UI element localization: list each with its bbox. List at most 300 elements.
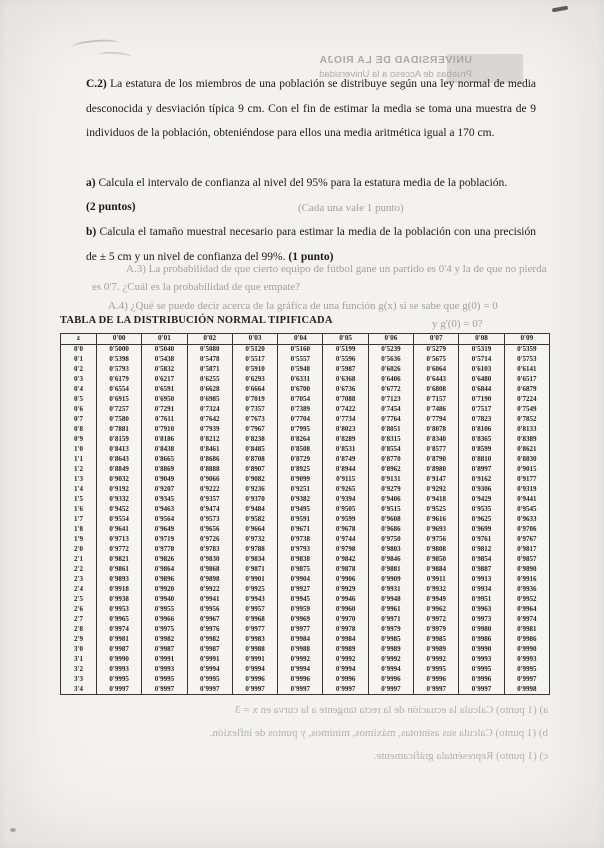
scan-mark xyxy=(552,6,568,13)
probability-cell: 0'9251 xyxy=(278,485,323,495)
probability-cell: 0'9761 xyxy=(459,535,504,545)
table-row xyxy=(61,455,550,465)
probability-cell: 0'9998 xyxy=(504,685,549,695)
probability-cell: 0'9357 xyxy=(187,495,232,505)
probability-cell: 0'9207 xyxy=(142,485,187,495)
part-a-text: Calcula el intervalo de confianza al nivel del 95% para la estatura media de la población. xyxy=(98,177,508,189)
probability-cell: 0'8997 xyxy=(459,465,504,475)
probability-cell: 0'9982 xyxy=(187,635,232,645)
decimal-column-header: 0'04 xyxy=(278,334,323,345)
probability-cell: 0'9997 xyxy=(187,685,232,695)
z-value-cell: 0'0 xyxy=(61,345,97,355)
probability-cell: 0'9495 xyxy=(278,505,323,515)
probability-cell: 0'9961 xyxy=(368,605,413,615)
probability-cell: 0'9767 xyxy=(504,535,549,545)
probability-cell: 0'8869 xyxy=(142,465,187,475)
probability-cell: 0'9996 xyxy=(368,675,413,685)
probability-cell: 0'9505 xyxy=(323,505,368,515)
probability-cell: 0'9719 xyxy=(142,535,187,545)
probability-cell: 0'7517 xyxy=(459,405,504,415)
probability-cell: 0'7995 xyxy=(278,425,323,435)
probability-cell: 0'7088 xyxy=(323,395,368,405)
probability-cell: 0'8413 xyxy=(97,445,142,455)
probability-cell: 0'7580 xyxy=(97,415,142,425)
probability-cell: 0'6293 xyxy=(232,375,277,385)
probability-cell: 0'9986 xyxy=(504,635,549,645)
probability-cell: 0'9871 xyxy=(232,565,277,575)
probability-cell: 0'9082 xyxy=(232,475,277,485)
probability-cell: 0'7224 xyxy=(504,395,549,405)
z-column-header: z xyxy=(61,334,97,345)
probability-cell: 0'9554 xyxy=(97,515,142,525)
probability-cell: 0'9994 xyxy=(323,665,368,675)
probability-cell: 0'5080 xyxy=(187,345,232,355)
probability-cell: 0'9236 xyxy=(232,485,277,495)
probability-cell: 0'9279 xyxy=(368,485,413,495)
probability-cell: 0'7157 xyxy=(414,395,459,405)
probability-cell: 0'9940 xyxy=(142,595,187,605)
probability-cell: 0'5910 xyxy=(232,365,277,375)
probability-cell: 0'9868 xyxy=(187,565,232,575)
probability-cell: 0'9896 xyxy=(142,575,187,585)
probability-cell: 0'9515 xyxy=(368,505,413,515)
probability-cell: 0'9990 xyxy=(504,645,549,655)
z-value-cell: 1'0 xyxy=(61,445,97,455)
probability-cell: 0'5793 xyxy=(97,365,142,375)
part-a-points: (2 puntos) xyxy=(86,201,136,213)
probability-cell: 0'5199 xyxy=(323,345,368,355)
probability-cell: 0'8389 xyxy=(504,435,549,445)
probability-cell: 0'7939 xyxy=(187,425,232,435)
probability-cell: 0'7190 xyxy=(459,395,504,405)
z-value-cell: 3'3 xyxy=(61,675,97,685)
probability-cell: 0'9993 xyxy=(142,665,187,675)
probability-cell: 0'9850 xyxy=(414,555,459,565)
probability-cell: 0'9997 xyxy=(232,685,277,695)
probability-cell: 0'7910 xyxy=(142,425,187,435)
table-row xyxy=(61,565,550,575)
probability-cell: 0'5319 xyxy=(459,345,504,355)
probability-cell: 0'9265 xyxy=(323,485,368,495)
probability-cell: 0'8944 xyxy=(323,465,368,475)
probability-cell: 0'6026 xyxy=(368,365,413,375)
probability-cell: 0'9993 xyxy=(459,655,504,665)
probability-cell: 0'9934 xyxy=(459,585,504,595)
table-row xyxy=(61,655,550,665)
probability-cell: 0'7389 xyxy=(278,405,323,415)
probability-cell: 0'8686 xyxy=(187,455,232,465)
probability-cell: 0'6554 xyxy=(97,385,142,395)
probability-cell: 0'9750 xyxy=(368,535,413,545)
probability-cell: 0'9985 xyxy=(368,635,413,645)
probability-cell: 0'9925 xyxy=(232,585,277,595)
probability-cell: 0'9988 xyxy=(232,645,277,655)
probability-cell: 0'8264 xyxy=(278,435,323,445)
probability-cell: 0'9991 xyxy=(142,655,187,665)
probability-cell: 0'8078 xyxy=(414,425,459,435)
table-row xyxy=(61,515,550,525)
normal-distribution-table xyxy=(60,333,550,695)
probability-cell: 0'9974 xyxy=(97,625,142,635)
probability-cell: 0'9978 xyxy=(323,625,368,635)
probability-cell: 0'7704 xyxy=(278,415,323,425)
bleedthrough-line: es 0'7. ¿Cuál es la probabilidad de que empate? xyxy=(92,281,301,293)
probability-cell: 0'9656 xyxy=(187,525,232,535)
probability-cell: 0'9976 xyxy=(187,625,232,635)
probability-cell: 0'6844 xyxy=(459,385,504,395)
probability-cell: 0'9966 xyxy=(142,615,187,625)
probability-cell: 0'8577 xyxy=(414,445,459,455)
z-value-cell: 3'1 xyxy=(61,655,97,665)
probability-cell: 0'9953 xyxy=(97,605,142,615)
probability-cell: 0'8749 xyxy=(323,455,368,465)
probability-cell: 0'9995 xyxy=(142,675,187,685)
probability-cell: 0'9625 xyxy=(459,515,504,525)
probability-cell: 0'7454 xyxy=(368,405,413,415)
probability-cell: 0'8830 xyxy=(504,455,549,465)
probability-cell: 0'9972 xyxy=(414,615,459,625)
probability-cell: 0'9345 xyxy=(142,495,187,505)
probability-cell: 0'8438 xyxy=(142,445,187,455)
problem-paragraph xyxy=(86,72,536,146)
table-row xyxy=(61,465,550,475)
probability-cell: 0'6103 xyxy=(459,365,504,375)
probability-cell: 0'9861 xyxy=(97,565,142,575)
z-value-cell: 2'6 xyxy=(61,605,97,615)
bleedthrough-line-mirrored: a) (1 punto) Calcula la ecuación de la recta tangente a la curva en x = 3 xyxy=(235,704,548,716)
probability-cell: 0'5040 xyxy=(142,345,187,355)
probability-cell: 0'7257 xyxy=(97,405,142,415)
probability-cell: 0'6915 xyxy=(97,395,142,405)
probability-cell: 0'9984 xyxy=(323,635,368,645)
probability-cell: 0'9985 xyxy=(414,635,459,645)
table-row xyxy=(61,495,550,505)
table-row xyxy=(61,555,550,565)
probability-cell: 0'6217 xyxy=(142,375,187,385)
probability-cell: 0'5714 xyxy=(459,355,504,365)
probability-cell: 0'9049 xyxy=(142,475,187,485)
table-row xyxy=(61,395,550,405)
probability-cell: 0'8907 xyxy=(232,465,277,475)
probability-cell: 0'9525 xyxy=(414,505,459,515)
table-row xyxy=(61,485,550,495)
probability-cell: 0'9997 xyxy=(278,685,323,695)
probability-cell: 0'9878 xyxy=(323,565,368,575)
probability-cell: 0'9826 xyxy=(142,555,187,565)
probability-cell: 0'9484 xyxy=(232,505,277,515)
z-value-cell: 0'9 xyxy=(61,435,97,445)
probability-cell: 0'9834 xyxy=(232,555,277,565)
decimal-column-header: 0'02 xyxy=(187,334,232,345)
probability-cell: 0'9744 xyxy=(323,535,368,545)
probability-cell: 0'9798 xyxy=(323,545,368,555)
probability-cell: 0'8508 xyxy=(278,445,323,455)
probability-cell: 0'9981 xyxy=(97,635,142,645)
probability-cell: 0'5279 xyxy=(414,345,459,355)
probability-cell: 0'7734 xyxy=(323,415,368,425)
probability-cell: 0'9973 xyxy=(459,615,504,625)
probability-cell: 0'9995 xyxy=(459,665,504,675)
probability-cell: 0'9948 xyxy=(368,595,413,605)
probability-cell: 0'9997 xyxy=(368,685,413,695)
probability-cell: 0'9177 xyxy=(504,475,549,485)
probability-cell: 0'9938 xyxy=(97,595,142,605)
probability-cell: 0'7642 xyxy=(187,415,232,425)
probability-cell: 0'9608 xyxy=(368,515,413,525)
probability-cell: 0'9959 xyxy=(278,605,323,615)
probability-cell: 0'9545 xyxy=(504,505,549,515)
probability-cell: 0'9967 xyxy=(187,615,232,625)
probability-cell: 0'9904 xyxy=(278,575,323,585)
table-row xyxy=(61,685,550,695)
probability-cell: 0'5557 xyxy=(278,355,323,365)
probability-cell: 0'8485 xyxy=(232,445,277,455)
part-a-label: a) xyxy=(86,177,96,189)
z-value-cell: 2'1 xyxy=(61,555,97,565)
table-row xyxy=(61,575,550,585)
probability-cell: 0'9913 xyxy=(459,575,504,585)
probability-cell: 0'9808 xyxy=(414,545,459,555)
probability-cell: 0'6950 xyxy=(142,395,187,405)
probability-cell: 0'9893 xyxy=(97,575,142,585)
probability-cell: 0'9984 xyxy=(278,635,323,645)
probability-cell: 0'9989 xyxy=(368,645,413,655)
probability-cell: 0'8665 xyxy=(142,455,187,465)
probability-cell: 0'8729 xyxy=(278,455,323,465)
probability-cell: 0'8133 xyxy=(504,425,549,435)
probability-cell: 0'9989 xyxy=(323,645,368,655)
probability-cell: 0'9990 xyxy=(459,645,504,655)
probability-cell: 0'5359 xyxy=(504,345,549,355)
decimal-column-header: 0'06 xyxy=(368,334,413,345)
probability-cell: 0'9778 xyxy=(142,545,187,555)
probability-cell: 0'9394 xyxy=(323,495,368,505)
probability-cell: 0'9738 xyxy=(278,535,323,545)
z-value-cell: 2'2 xyxy=(61,565,97,575)
probability-cell: 0'9962 xyxy=(414,605,459,615)
z-value-cell: 1'5 xyxy=(61,495,97,505)
z-value-cell: 3'4 xyxy=(61,685,97,695)
probability-cell: 0'9726 xyxy=(187,535,232,545)
probability-cell: 0'9922 xyxy=(187,585,232,595)
probability-cell: 0'8770 xyxy=(368,455,413,465)
table-row xyxy=(61,415,550,425)
probability-cell: 0'9066 xyxy=(187,475,232,485)
probability-cell: 0'9980 xyxy=(459,625,504,635)
probability-cell: 0'8849 xyxy=(97,465,142,475)
probability-cell: 0'8289 xyxy=(323,435,368,445)
probability-cell: 0'9890 xyxy=(504,565,549,575)
table-row xyxy=(61,475,550,485)
probability-cell: 0'9986 xyxy=(459,635,504,645)
z-value-cell: 0'2 xyxy=(61,365,97,375)
probability-cell: 0'9995 xyxy=(97,675,142,685)
probability-cell: 0'5160 xyxy=(278,345,323,355)
probability-cell: 0'9960 xyxy=(323,605,368,615)
probability-cell: 0'9979 xyxy=(368,625,413,635)
probability-cell: 0'5753 xyxy=(504,355,549,365)
probability-cell: 0'6517 xyxy=(504,375,549,385)
scan-squiggle xyxy=(98,51,132,61)
probability-cell: 0'9992 xyxy=(323,655,368,665)
probability-cell: 0'9887 xyxy=(459,565,504,575)
probability-cell: 0'9591 xyxy=(278,515,323,525)
probability-cell: 0'9990 xyxy=(97,655,142,665)
probability-cell: 0'9846 xyxy=(368,555,413,565)
probability-cell: 0'6480 xyxy=(459,375,504,385)
table-row xyxy=(61,665,550,675)
bleedthrough-line: (Cada una vale 1 punto) xyxy=(298,202,404,214)
table-row xyxy=(61,355,550,365)
probability-cell: 0'5987 xyxy=(323,365,368,375)
table-row xyxy=(61,585,550,595)
probability-cell: 0'6772 xyxy=(368,385,413,395)
probability-cell: 0'9854 xyxy=(459,555,504,565)
probability-cell: 0'9965 xyxy=(97,615,142,625)
probability-cell: 0'5000 xyxy=(97,345,142,355)
probability-cell: 0'9699 xyxy=(459,525,504,535)
probability-cell: 0'9671 xyxy=(278,525,323,535)
probability-cell: 0'9678 xyxy=(323,525,368,535)
z-value-cell: 0'8 xyxy=(61,425,97,435)
probability-cell: 0'9949 xyxy=(414,595,459,605)
table-row xyxy=(61,375,550,385)
probability-cell: 0'8888 xyxy=(187,465,232,475)
probability-cell: 0'6064 xyxy=(414,365,459,375)
probability-cell: 0'9955 xyxy=(142,605,187,615)
probability-cell: 0'9964 xyxy=(504,605,549,615)
probability-cell: 0'7549 xyxy=(504,405,549,415)
probability-cell: 0'5871 xyxy=(187,365,232,375)
probability-cell: 0'7123 xyxy=(368,395,413,405)
probability-cell: 0'9997 xyxy=(97,685,142,695)
probability-cell: 0'9995 xyxy=(504,665,549,675)
probability-cell: 0'9995 xyxy=(187,675,232,685)
z-value-cell: 1'3 xyxy=(61,475,97,485)
probability-cell: 0'9995 xyxy=(414,665,459,675)
probability-cell: 0'9987 xyxy=(142,645,187,655)
probability-cell: 0'8315 xyxy=(368,435,413,445)
table-row xyxy=(61,625,550,635)
probability-cell: 0'7852 xyxy=(504,415,549,425)
probability-cell: 0'7357 xyxy=(232,405,277,415)
probability-cell: 0'9996 xyxy=(414,675,459,685)
probability-cell: 0'6808 xyxy=(414,385,459,395)
probability-cell: 0'9573 xyxy=(187,515,232,525)
probability-cell: 0'9783 xyxy=(187,545,232,555)
probability-cell: 0'9898 xyxy=(187,575,232,585)
probability-cell: 0'9979 xyxy=(414,625,459,635)
decimal-column-header: 0'08 xyxy=(459,334,504,345)
probability-cell: 0'9756 xyxy=(414,535,459,545)
probability-cell: 0'9994 xyxy=(187,665,232,675)
table-row xyxy=(61,535,550,545)
probability-cell: 0'7794 xyxy=(414,415,459,425)
table-header-row xyxy=(61,334,550,345)
probability-cell: 0'8980 xyxy=(414,465,459,475)
z-value-cell: 0'1 xyxy=(61,355,97,365)
problem-label: C.2) xyxy=(86,78,107,90)
probability-cell: 0'9977 xyxy=(232,625,277,635)
probability-cell: 0'7054 xyxy=(278,395,323,405)
table-row xyxy=(61,545,550,555)
probability-cell: 0'9981 xyxy=(504,625,549,635)
table-row xyxy=(61,675,550,685)
probability-cell: 0'9732 xyxy=(232,535,277,545)
probability-cell: 0'9969 xyxy=(278,615,323,625)
z-value-cell: 2'0 xyxy=(61,545,97,555)
probability-cell: 0'8159 xyxy=(97,435,142,445)
bleedthrough-line: A.3) La probabilidad de que cierto equipo de fútbol gane un partido es 0'4 y la de que no pierda xyxy=(126,263,547,275)
probability-cell: 0'5832 xyxy=(142,365,187,375)
probability-cell: 0'9991 xyxy=(232,655,277,665)
probability-cell: 0'7611 xyxy=(142,415,187,425)
probability-cell: 0'7823 xyxy=(459,415,504,425)
probability-cell: 0'6406 xyxy=(368,375,413,385)
probability-cell: 0'8531 xyxy=(323,445,368,455)
decimal-column-header: 0'09 xyxy=(504,334,549,345)
probability-cell: 0'5948 xyxy=(278,365,323,375)
probability-cell: 0'8051 xyxy=(368,425,413,435)
probability-cell: 0'5596 xyxy=(323,355,368,365)
probability-cell: 0'8621 xyxy=(504,445,549,455)
decimal-column-header: 0'07 xyxy=(414,334,459,345)
probability-cell: 0'8340 xyxy=(414,435,459,445)
z-value-cell: 1'4 xyxy=(61,485,97,495)
probability-cell: 0'9927 xyxy=(278,585,323,595)
probability-cell: 0'8925 xyxy=(278,465,323,475)
probability-cell: 0'8212 xyxy=(187,435,232,445)
probability-cell: 0'9997 xyxy=(142,685,187,695)
probability-cell: 0'6879 xyxy=(504,385,549,395)
probability-cell: 0'9830 xyxy=(187,555,232,565)
part-b-text: Calcula el tamaño muestral necesario para estimar la media de la población con una precisión de ± 5 cm y un nivel de confianza del 99%. xyxy=(86,226,537,263)
probability-cell: 0'9929 xyxy=(323,585,368,595)
part-b-paragraph xyxy=(86,220,536,269)
probability-cell: 0'8461 xyxy=(187,445,232,455)
probability-cell: 0'9582 xyxy=(232,515,277,525)
probability-cell: 0'7422 xyxy=(323,405,368,415)
table-row xyxy=(61,505,550,515)
probability-cell: 0'9131 xyxy=(368,475,413,485)
probability-cell: 0'9838 xyxy=(278,555,323,565)
z-value-cell: 2'4 xyxy=(61,585,97,595)
probability-cell: 0'9941 xyxy=(187,595,232,605)
probability-cell: 0'9974 xyxy=(504,615,549,625)
probability-cell: 0'8810 xyxy=(459,455,504,465)
probability-cell: 0'6141 xyxy=(504,365,549,375)
probability-cell: 0'9429 xyxy=(459,495,504,505)
probability-cell: 0'8365 xyxy=(459,435,504,445)
probability-cell: 0'8790 xyxy=(414,455,459,465)
probability-cell: 0'9918 xyxy=(97,585,142,595)
probability-cell: 0'9032 xyxy=(97,475,142,485)
probability-cell: 0'9932 xyxy=(414,585,459,595)
z-value-cell: 2'9 xyxy=(61,635,97,645)
probability-cell: 0'9920 xyxy=(142,585,187,595)
probability-cell: 0'9931 xyxy=(368,585,413,595)
probability-cell: 0'5120 xyxy=(232,345,277,355)
probability-cell: 0'9686 xyxy=(368,525,413,535)
probability-cell: 0'9997 xyxy=(323,685,368,695)
table-row xyxy=(61,525,550,535)
decimal-column-header: 0'03 xyxy=(232,334,277,345)
probability-cell: 0'6179 xyxy=(97,375,142,385)
probability-cell: 0'8186 xyxy=(142,435,187,445)
probability-cell: 0'9306 xyxy=(459,485,504,495)
probability-cell: 0'5675 xyxy=(414,355,459,365)
probability-cell: 0'9319 xyxy=(504,485,549,495)
